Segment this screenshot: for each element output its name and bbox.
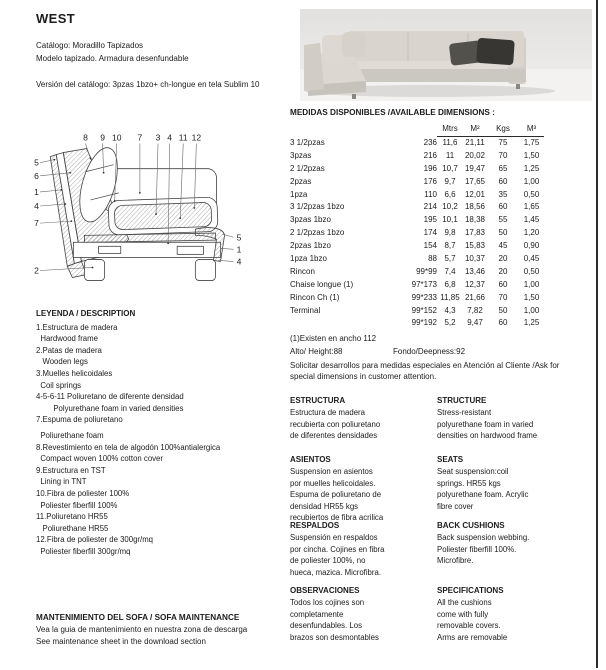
- row-kgs: 35: [498, 189, 508, 199]
- row-m3: 1,00: [523, 305, 540, 315]
- legend-line: 12.Fibra de poliester de 300gr/mq: [36, 535, 154, 545]
- row-kgs: 60: [498, 202, 508, 212]
- row-m2: 10,37: [464, 253, 486, 263]
- row-m2: 21,66: [464, 292, 486, 302]
- maintenance-section: [36, 612, 247, 648]
- spec-title: SPECIFICATIONS: [437, 586, 504, 595]
- row-label: 2pzas 1bzo: [290, 241, 331, 251]
- page-edge-line: [596, 0, 598, 668]
- row-mtrs: 10,2: [442, 202, 458, 212]
- legend-section: [36, 308, 220, 557]
- legend-line: 9.Estructura en TST: [36, 465, 106, 475]
- row-kgs: 50: [498, 228, 508, 238]
- spec-line: recubierta con poliuretano: [290, 419, 381, 429]
- legend-line: Poliurethane HR55: [36, 523, 109, 533]
- spec-line: Back suspension webbing.: [437, 533, 530, 543]
- row-m2: 17,83: [464, 228, 486, 238]
- spec-title: OBSERVACIONES: [290, 586, 360, 595]
- row-label: 2pzas: [290, 176, 312, 186]
- row-m3: 1,25: [523, 318, 540, 328]
- spec-line: de poliester 100%, no: [290, 556, 366, 566]
- row-mtrs: 6,6: [444, 189, 456, 199]
- table-row: [290, 136, 550, 149]
- callout-3: 3: [155, 132, 161, 143]
- spec-line: All the cushions: [437, 598, 492, 608]
- row-mtrs: 10,1: [442, 215, 458, 225]
- row-width-cm: 99*99: [416, 266, 437, 276]
- spec-line: Microfibre.: [437, 556, 474, 566]
- col-header-kgs: Kgs: [487, 122, 519, 137]
- row-kgs: 60: [498, 318, 508, 328]
- legend-lines: [36, 322, 220, 558]
- row-label: Rincon: [290, 266, 315, 276]
- row-label: 3 1/2pzas 1bzo: [290, 202, 345, 212]
- row-m2: 19,47: [464, 163, 486, 173]
- spec-line: polyurethane foam. Acrylic: [437, 490, 529, 500]
- row-kgs: 45: [498, 241, 508, 251]
- dimensions-table: [290, 122, 550, 329]
- legend-line: 3.Muelles helicoidales: [36, 368, 113, 378]
- row-m3: 0,50: [523, 266, 540, 276]
- row-m3: 0,50: [523, 189, 540, 199]
- callout-8: 8: [83, 132, 88, 143]
- legend-line: Wooden legs: [36, 357, 88, 367]
- row-kgs: 70: [498, 150, 508, 160]
- row-mtrs: 10,7: [442, 163, 458, 173]
- dark-cushion-2: [476, 38, 515, 66]
- row-kgs: 20: [498, 253, 508, 263]
- callout-4-top: 4: [167, 132, 173, 143]
- spec-structure: [437, 395, 582, 442]
- maintenance-line-en: See maintenance sheet in the download section: [36, 637, 206, 646]
- page-title: WEST: [36, 11, 76, 26]
- legend-line: 2.Patas de madera: [36, 345, 102, 355]
- spec-line: fibre cover: [437, 501, 474, 511]
- row-m2: 15,83: [464, 241, 486, 251]
- spec-seats: [437, 454, 582, 512]
- row-width-cm: 154: [423, 241, 437, 251]
- callout-4-left: 4: [34, 201, 39, 212]
- dimensions-title: MEDIDAS DISPONIBLES /AVAILABLE DIMENSIONS :: [290, 108, 495, 117]
- spec-title: ESTRUCTURA: [290, 396, 346, 405]
- row-label: 1pza 1bzo: [290, 253, 327, 263]
- row-mtrs: 9,7: [444, 176, 456, 186]
- row-label: Terminal: [290, 305, 321, 315]
- spec-line: densities on hardwood frame: [437, 431, 538, 441]
- spec-title: SEATS: [437, 455, 464, 464]
- table-row: [290, 265, 550, 278]
- row-mtrs: 5,7: [444, 253, 456, 263]
- depth-label: Fondo/Deepness:92: [393, 347, 466, 356]
- row-kgs: 65: [498, 163, 508, 173]
- sofa-cross-section-diagram: [26, 120, 280, 292]
- table-row: [290, 304, 550, 317]
- dimensions-table-body: [290, 136, 550, 329]
- spec-line: come with fully: [437, 609, 489, 619]
- row-m3: 1,65: [523, 202, 540, 212]
- row-m3: 0,90: [523, 241, 540, 251]
- legend-line: Poliester fiberfill 300gr/mq: [36, 546, 131, 556]
- legend-line: Lining in TNT: [36, 477, 87, 487]
- spec-estructura: [290, 395, 435, 442]
- spec-title: RESPALDOS: [290, 521, 340, 530]
- legend-line: 10.Fibra de poliester 100%: [36, 488, 130, 498]
- row-width-cm: 174: [423, 228, 437, 238]
- callout-4-right: 4: [236, 256, 242, 267]
- row-mtrs: 5,2: [444, 318, 456, 328]
- row-label: Rincon Ch (1): [290, 292, 340, 302]
- legend-line: Coil springs: [36, 380, 82, 390]
- callout-11: 11: [178, 132, 188, 143]
- spec-line: polyurethane foam in varied: [437, 419, 534, 429]
- table-row: [290, 291, 550, 304]
- legend-line: Hardwood frame: [36, 334, 98, 344]
- row-label: 1pza: [290, 189, 308, 199]
- spec-line: desenfundables. Los: [290, 621, 362, 631]
- table-row: [290, 226, 550, 239]
- legend-line: 1.Estructura de madera: [36, 322, 118, 332]
- callout-12: 12: [191, 132, 202, 143]
- spec-line: Suspension en asientos: [290, 467, 373, 477]
- row-mtrs: 11: [445, 150, 455, 160]
- row-label: Chaise longue (1): [290, 279, 354, 289]
- height-label: Alto/ Height:88: [290, 347, 343, 356]
- row-width-cm: 99*192: [411, 318, 437, 328]
- spec-asientos: [290, 454, 435, 523]
- spec-line: recubiertos de fibra acrilica: [290, 513, 384, 523]
- callout-1-right: 1: [236, 244, 242, 255]
- legend-line: Poliurethane foam: [36, 430, 104, 440]
- row-m2: 12,37: [464, 279, 486, 289]
- row-m2: 17,65: [464, 176, 486, 186]
- row-label: 2 1/2pzas 1bzo: [290, 228, 345, 238]
- spec-line: Espuma de poliuretano de: [290, 490, 382, 500]
- row-m3: 0,45: [523, 253, 540, 263]
- table-row: [290, 213, 550, 226]
- row-mtrs: 11,6: [442, 137, 458, 147]
- row-width-cm: 99*152: [411, 305, 437, 315]
- catalog-line: Catálogo: Moradillo Tapizados: [36, 41, 144, 50]
- table-row: [290, 200, 550, 213]
- row-kgs: 55: [498, 215, 508, 225]
- spec-line: springs. HR55 kgs: [437, 478, 501, 488]
- legend-line: Compact woven 100% cotton cover: [36, 454, 163, 464]
- row-m3: 1,50: [523, 150, 540, 160]
- row-m2: 7,82: [467, 305, 483, 315]
- front-leg: [84, 259, 104, 280]
- row-mtrs: 9,8: [444, 228, 456, 238]
- spec-title: ASIENTOS: [290, 455, 331, 464]
- row-width-cm: 196: [423, 163, 437, 173]
- row-m3: 1,50: [523, 292, 540, 302]
- table-row: [290, 162, 550, 175]
- row-mtrs: 6,8: [444, 279, 456, 289]
- spec-line: Stress-resistant: [437, 408, 492, 418]
- legend-line: Poliester fiberfill 100%: [36, 500, 118, 510]
- spec-line: Seat suspension:coil: [437, 467, 509, 477]
- callout-5-left: 5: [34, 157, 39, 168]
- col-header-m2: M²: [463, 122, 487, 137]
- row-m3: 1,25: [523, 163, 540, 173]
- col-header-mtrs: Mtrs: [437, 122, 463, 137]
- sofa-photo: [300, 9, 592, 101]
- spec-line: Arms are removable: [437, 632, 508, 642]
- table-row: [290, 252, 550, 265]
- row-width-cm: 176: [423, 176, 437, 186]
- callout-9: 9: [100, 132, 105, 143]
- row-mtrs: 4,3: [444, 305, 456, 315]
- spec-line: brazos son desmontables: [290, 632, 379, 642]
- row-m2: 9,47: [467, 318, 483, 328]
- table-row: [290, 316, 550, 329]
- row-kgs: 50: [498, 305, 508, 315]
- row-width-cm: 195: [423, 215, 437, 225]
- version-line: Versión del catálogo: 3pzas 1bzo+ ch-longue en tela Sublim 10: [36, 80, 260, 89]
- callout-6: 6: [34, 170, 39, 181]
- row-width-cm: 236: [423, 137, 437, 147]
- row-kgs: 75: [498, 137, 508, 147]
- callout-1-left: 1: [34, 186, 39, 197]
- spec-line: por muelles helicoidales.: [290, 478, 376, 488]
- spec-line: hueca, mazica. Microfibra.: [290, 567, 381, 577]
- row-m2: 21,11: [465, 137, 485, 147]
- callout-5-right: 5: [236, 232, 242, 243]
- table-row: [290, 188, 550, 201]
- maintenance-title: MANTENIMIENTO DEL SOFA / SOFA MAINTENANCE: [36, 613, 240, 622]
- row-width-cm: 99*233: [411, 292, 437, 302]
- row-mtrs: 11,85: [440, 292, 460, 302]
- legend-line: 11.Poliuretano HR55: [36, 512, 108, 522]
- row-mtrs: 7,4: [444, 266, 456, 276]
- spec-line: por cincha. Cojines en fibra: [290, 544, 385, 554]
- spec-line: Todos los cojines son: [290, 598, 365, 608]
- row-kgs: 70: [498, 292, 508, 302]
- row-width-cm: 110: [424, 189, 437, 199]
- row-m2: 20,02: [464, 150, 486, 160]
- table-row: [290, 278, 550, 291]
- row-kgs: 20: [498, 266, 508, 276]
- row-kgs: 60: [498, 176, 508, 186]
- callout-10: 10: [111, 132, 122, 143]
- spec-line: completamente: [290, 609, 344, 619]
- row-kgs: 60: [498, 279, 508, 289]
- spec-line: removable covers.: [437, 621, 501, 631]
- row-label: 2 1/2pzas: [290, 163, 325, 173]
- maintenance-line-es: Vea la guia de mantenimiento en nuestra zona de descarga: [36, 625, 248, 634]
- row-m3: 1,00: [523, 176, 540, 186]
- model-line: Modelo tapizado. Armadura desenfundable: [36, 54, 189, 63]
- table-row: [290, 149, 550, 162]
- legend-line: 4-5-6-11 Poliuretano de diferente densidad: [36, 392, 184, 402]
- spec-respaldos: [290, 520, 435, 578]
- spec-line: densidad HR55 kgs: [290, 501, 359, 511]
- table-row: [290, 175, 550, 188]
- spec-line: Poliester fiberfill 100%.: [437, 544, 517, 554]
- spec-observaciones: [290, 585, 435, 643]
- legend-line: Polyurethane foam in varied densities: [36, 403, 184, 413]
- legend-line: 8.Revestimiento en tela de algodón 100%antialergica: [36, 442, 221, 452]
- row-width-cm: 88: [428, 253, 437, 263]
- callout-2: 2: [34, 265, 39, 276]
- row-m3: 1,00: [523, 279, 540, 289]
- spec-title: STRUCTURE: [437, 396, 487, 405]
- row-width-cm: 97*173: [411, 279, 437, 289]
- legend-line: 7.Espuma de poliuretano: [36, 415, 123, 425]
- table-footnote: (1)Existen en ancho 112: [290, 334, 377, 343]
- callout-7-left: 7: [34, 218, 39, 229]
- table-row: [290, 239, 550, 252]
- row-m3: 1,45: [523, 215, 540, 225]
- row-m3: 1,75: [523, 137, 540, 147]
- spec-line: de diferentes densidades: [290, 431, 378, 441]
- spec-line: Estructura de madera: [290, 408, 365, 418]
- legend-title: LEYENDA / DESCRIPTION: [36, 309, 136, 318]
- col-header-m3: M³: [519, 122, 544, 137]
- row-label: 3 1/2pzas: [290, 137, 325, 147]
- callout-7-top: 7: [137, 132, 143, 143]
- row-m2: 18,56: [464, 202, 486, 212]
- spec-back-cushions: [437, 520, 582, 567]
- row-m2: 13,46: [464, 266, 486, 276]
- dimensions-table-header: [290, 122, 550, 136]
- row-mtrs: 8,7: [444, 241, 456, 251]
- spec-line: Suspensión en respaldos: [290, 533, 378, 543]
- rear-leg: [195, 259, 215, 280]
- row-m2: 18,38: [464, 215, 486, 225]
- row-m2: 12,01: [464, 189, 486, 199]
- special-dimensions-note: Solicitar desarrollos para medidas especiales en Atención al Cliente /Ask for special dimensions in customer attention.: [290, 361, 560, 382]
- row-width-cm: 214: [423, 202, 437, 212]
- row-label: 3pzas: [290, 150, 312, 160]
- spec-specifications: [437, 585, 582, 643]
- row-label: 3pzas 1bzo: [290, 215, 331, 225]
- spec-title: BACK CUSHIONS: [437, 521, 505, 530]
- row-width-cm: 216: [423, 150, 437, 160]
- row-m3: 1,20: [523, 228, 540, 238]
